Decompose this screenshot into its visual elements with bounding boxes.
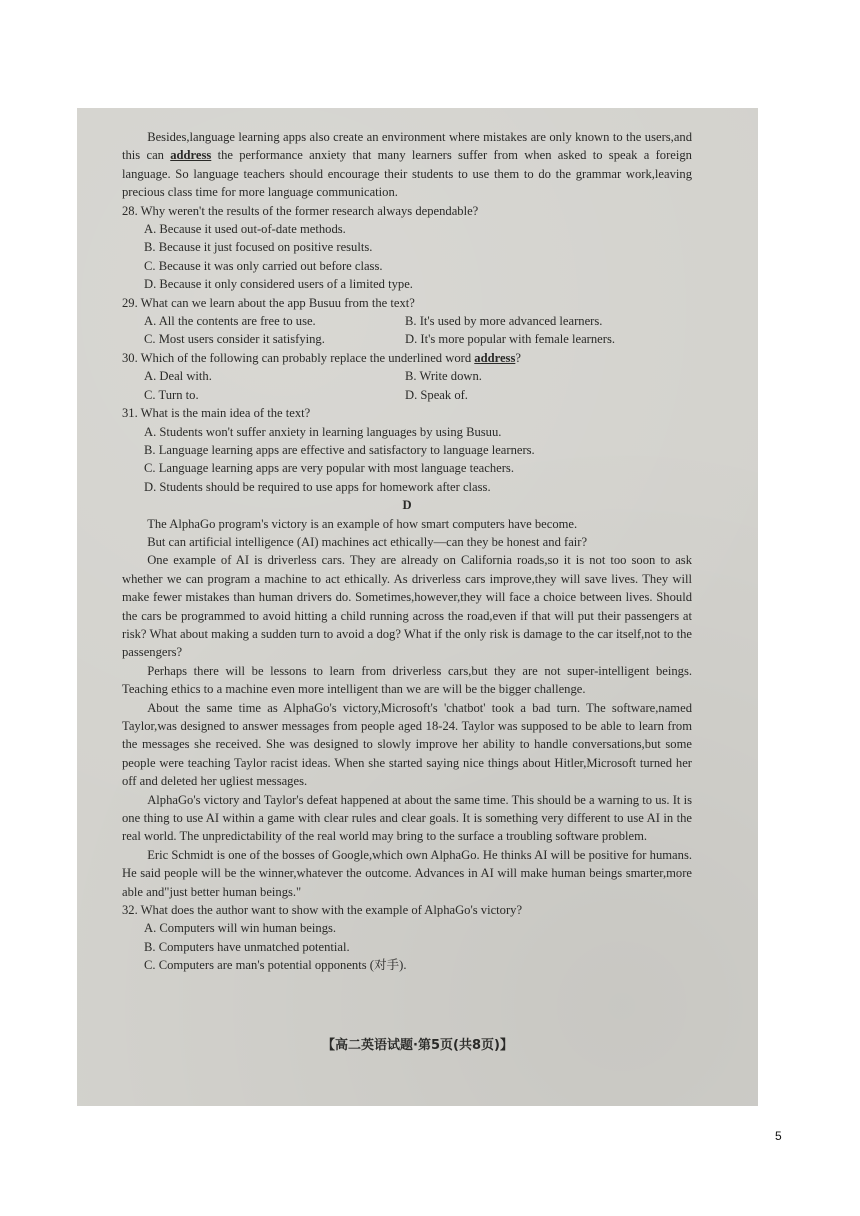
option: B. Write down. <box>405 369 482 384</box>
option: C. Language learning apps are very popular with most language teachers. <box>144 461 514 476</box>
question-text: 30. Which of the following can probably replace the underlined word <box>122 350 475 365</box>
option-row <box>144 367 692 385</box>
option-row <box>144 312 692 330</box>
scanned-page <box>77 108 758 1106</box>
option: C. Computers are man's potential opponents (对手). <box>144 958 407 973</box>
option: D. Students should be required to use apps for homework after class. <box>144 479 491 494</box>
paragraph: The AlphaGo program's victory is an example of how smart computers have become. <box>147 516 578 531</box>
option: A. Computers will win human beings. <box>144 921 337 936</box>
question-28: 28. Why weren't the results of the former research always dependable? <box>122 203 479 218</box>
option: C. Turn to. <box>144 387 199 402</box>
question-32: 32. What does the author want to show with the example of AlphaGo's victory? <box>122 903 523 918</box>
option: C. Because it was only carried out before class. <box>144 258 383 273</box>
page-number: 5 <box>775 1129 782 1143</box>
option: A. All the contents are free to use. <box>144 314 316 329</box>
page-footer: 【高二英语试题·第5页(共8页)】 <box>322 1038 513 1053</box>
option: A. Deal with. <box>144 369 212 384</box>
option: D. Because it only considered users of a limited type. <box>144 277 413 292</box>
paragraph: But can artificial intelligence (AI) machines act ethically—can they be honest and fair? <box>147 534 588 549</box>
option: B. Because it just focused on positive results. <box>144 240 373 255</box>
option: A. Because it used out-of-date methods. <box>144 222 346 237</box>
question-31: 31. What is the main idea of the text? <box>122 406 311 421</box>
question-29: 29. What can we learn about the app Busuu from the text? <box>122 295 415 310</box>
passage-c-final-paragraph <box>122 128 692 202</box>
paragraph: AlphaGo's victory and Taylor's defeat happened at about the same time. This should be a warning to us. It is one thing to use AI within a game with clear rules and clear goals. It is something very different to use AI in the real world. The unpredictability of the real world may bring to the surface a troubling software problem. <box>122 792 692 844</box>
option: D. It's more popular with female learners. <box>405 332 615 347</box>
option: A. Students won't suffer anxiety in learning languages by using Busuu. <box>144 424 502 439</box>
question-30 <box>122 349 692 367</box>
question-text: ? <box>515 350 521 365</box>
section-heading: D <box>402 498 412 513</box>
option: C. Most users consider it satisfying. <box>144 332 325 347</box>
paragraph: Eric Schmidt is one of the bosses of Google,which own AlphaGo. He thinks AI will be positive for humans. He said people will be the winner,whatever the outcome. Advances in AI will make human beings smarter,more able and"just better human beings." <box>122 847 692 899</box>
page-content <box>122 128 692 975</box>
underlined-word: address <box>474 350 516 365</box>
option-row <box>144 386 692 404</box>
option-row <box>144 330 692 348</box>
paragraph: One example of AI is driverless cars. They are already on California roads,so it is not too soon to ask whether we can program a machine to act ethically. As driverless cars improve,they will save lives. They will make fewer mistakes than human drivers do. Sometimes,however,they will face a choice between lives. Should the cars be programmed to avoid hitting a child running across the road,even if that will put their passengers at risk? What about making a sudden turn to avoid a dog? What if the only risk is damage to the car itself,not to the passengers? <box>122 553 692 660</box>
underlined-word: address <box>170 148 212 163</box>
paragraph-text: the performance anxiety that many learners suffer from when asked to speak a foreign language. So language teachers should encourage their students to use them to do the grammar work,leaving precious class time for more language communication. <box>122 148 692 200</box>
paragraph: Perhaps there will be lessons to learn from driverless cars,but they are not super-intelligent beings. Teaching ethics to a machine even more intelligent than we are will be the bigger challenge. <box>122 663 692 697</box>
paragraph-text: Besides,language learning apps also create an environment where mistakes are only known to the users,and this can <box>122 130 692 163</box>
option: B. It's used by more advanced learners. <box>405 314 603 329</box>
option: D. Speak of. <box>405 387 468 402</box>
option: B. Language learning apps are effective and satisfactory to language learners. <box>144 442 535 457</box>
paragraph: About the same time as AlphaGo's victory,Microsoft's 'chatbot' took a bad turn. The software,named Taylor,was designed to answer messages from people aged 18-24. Taylor was supposed to be able to learn from the messages she received. She was designed to slowly improve her ability to handle conversations,but some people were teaching Taylor racist ideas. When she started saying nice things about Hitler,Microsoft turned her off and deleted her ugliest messages. <box>122 700 692 789</box>
option: B. Computers have unmatched potential. <box>144 939 350 954</box>
